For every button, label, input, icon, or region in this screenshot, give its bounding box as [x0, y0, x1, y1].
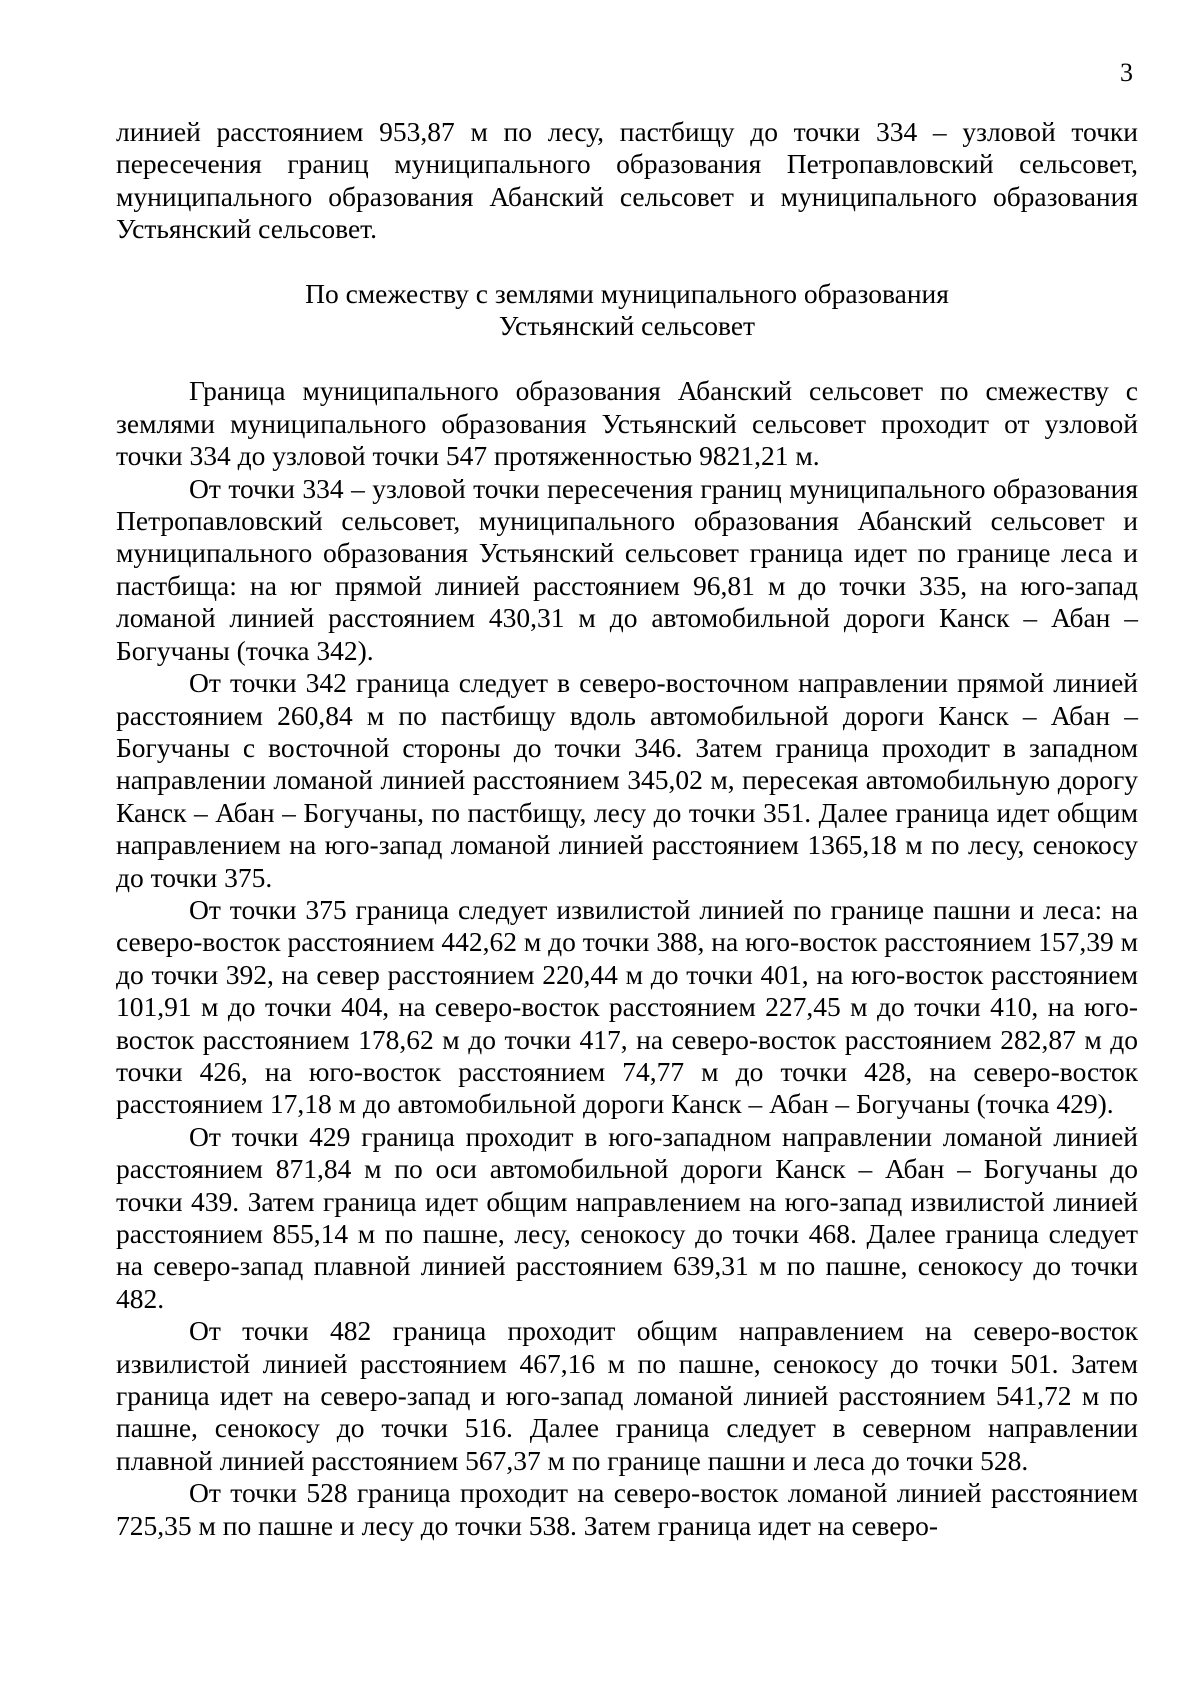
- section-title: [116, 278, 1138, 343]
- paragraph-from-point-528: От точки 528 граница проходит на северо-восток ломаной линией расстоянием 725,35 м по пашне и лесу до точки 538. Затем граница идет на северо-: [116, 1477, 1138, 1541]
- continuation-paragraph: линией расстоянием 953,87 м по лесу, пастбищу до точки 334 – узловой точки пересечения границ муниципального образования Петропавловский сельсовет, муниципального образования Абанский сельсовет и муниципального образования Устьянский сельсовет.: [116, 116, 1138, 245]
- paragraph-from-point-429: От точки 429 граница проходит в юго-западном направлении ломаной линией расстоянием 871,84 м по оси автомобильной дороги Канск – Абан – Богучаны до точки 439. Затем граница идет общим направлением на юго-запад извилистой линией расстоянием 855,14 м по пашне, лесу, сенокосу до точки 468. Далее граница следует на северо-запад плавной линией расстоянием 639,31 м по пашне, сенокосу до точки 482.: [116, 1120, 1138, 1314]
- section-title-line-2: Устьянский сельсовет: [498, 310, 756, 342]
- paragraph-from-point-375: От точки 375 граница следует извилистой линией по границе пашни и леса: на северо-восток расстоянием 442,62 м до точки 388, на юго-восток расстоянием 157,39 м до точки 392, на север расстоянием 220,44 м до точки 401, на юго-восток расстоянием 101,91 м до точки 404, на северо-восток расстоянием 227,45 м до точки 410, на юго-восток расстоянием 178,62 м до точки 417, на северо-восток расстоянием 282,87 м до точки 426, на юго-восток расстоянием 74,77 м до точки 428, на северо-восток расстоянием 17,18 м до автомобильной дороги Канск – Абан – Богучаны (точка 429).: [116, 893, 1138, 1120]
- paragraph-from-point-342: От точки 342 граница следует в северо-восточном направлении прямой линией расстоянием 260,84 м по пастбищу вдоль автомобильной дороги Канск – Абан – Богучаны с восточной стороны до точки 346. Затем граница проходит в западном направлении ломаной линией расстоянием 345,02 м, пересекая автомобильную дорогу Канск – Абан – Богучаны, по пастбищу, лесу до точки 351. Далее граница идет общим направлением на юго-запад ломаной линией расстоянием 1365,18 м по лесу, сенокосу до точки 375.: [116, 667, 1138, 893]
- document-body: [116, 116, 1138, 1542]
- section-title-line-1: По смежеству с землями муниципального образования: [305, 277, 949, 309]
- page-number: 3: [1120, 58, 1133, 87]
- paragraph-from-point-334: От точки 334 – узловой точки пересечения границ муниципального образования Петропавловский сельсовет, муниципального образования Абанский сельсовет и муниципального образования Устьянский сельсовет граница идет по границе леса и пастбища: на юг прямой линией расстоянием 96,81 м до точки 335, на юго-запад ломаной линией расстоянием 430,31 м до автомобильной дороги Канск – Абан – Богучаны (точка 342).: [116, 472, 1138, 666]
- paragraph-from-point-482: От точки 482 граница проходит общим направлением на северо-восток извилистой линией расстоянием 467,16 м по пашне, сенокосу до точки 501. Затем граница идет на северо-запад и юго-запад ломаной линией расстоянием 541,72 м по пашне, сенокосу до точки 516. Далее граница следует в северном направлении плавной линией расстоянием 567,37 м по границе пашни и леса до точки 528.: [116, 1315, 1138, 1476]
- paragraph-boundary-summary: Граница муниципального образования Абанский сельсовет по смежеству с землями муниципального образования Устьянский сельсовет проходит от узловой точки 334 до узловой точки 547 протяженностью 9821,21 м.: [116, 375, 1138, 472]
